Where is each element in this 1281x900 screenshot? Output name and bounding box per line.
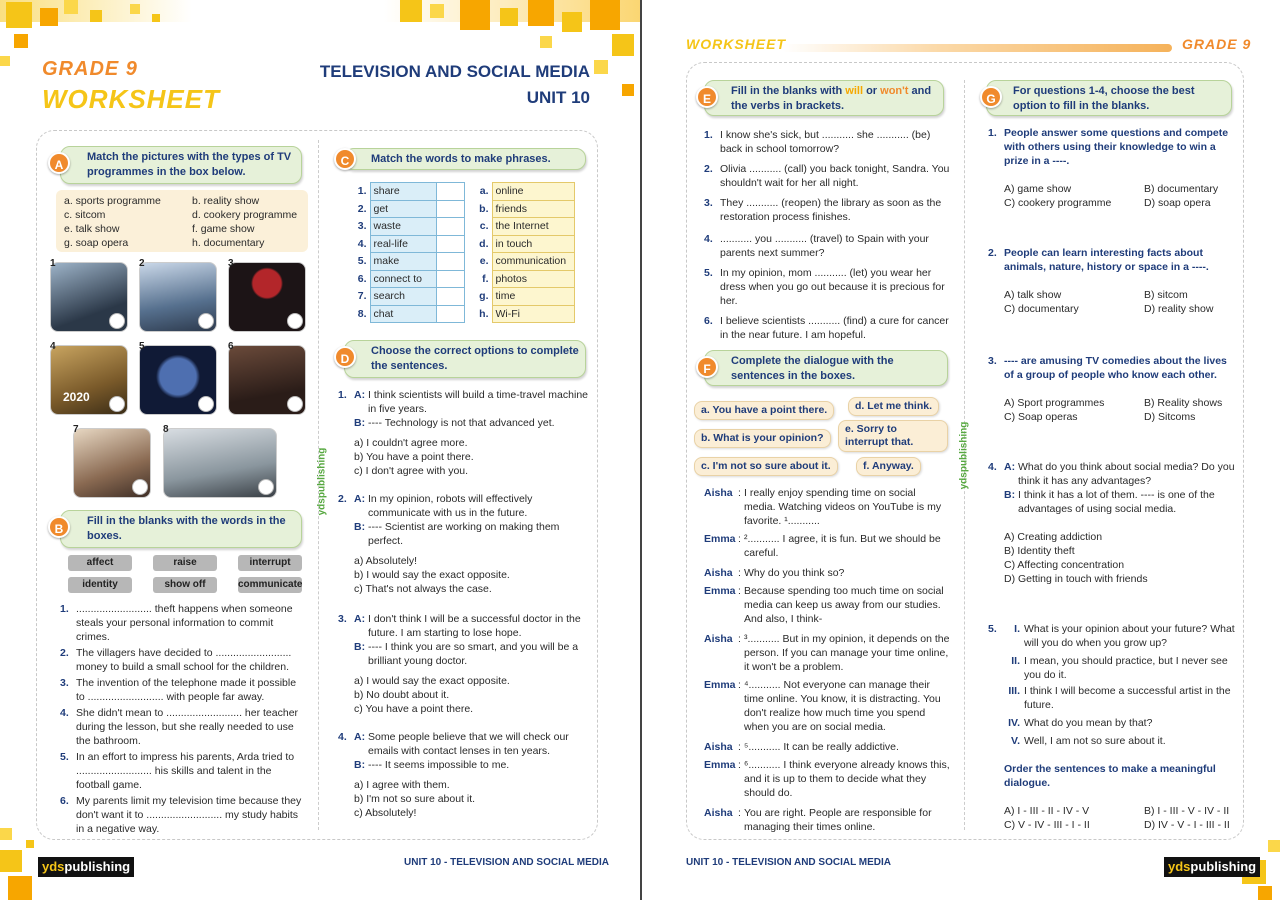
worksheet-label: WORKSHEET	[42, 84, 220, 114]
option: b) No doubt about it.	[354, 689, 450, 701]
title-part: and the verbs in brackets.	[731, 85, 932, 112]
question-text: ---- are amusing TV comedies about the lives of a group of people who know each other.	[1004, 355, 1227, 381]
answer-circle[interactable]	[132, 479, 148, 495]
phrase-row	[474, 253, 574, 271]
item-number: 6.	[704, 315, 713, 327]
roman-numeral: IV.	[1008, 717, 1020, 729]
question-b-text: ---- Technology is not that advanced yet.	[368, 417, 555, 429]
phrase-row	[474, 200, 574, 218]
colon: :	[738, 807, 741, 819]
item-number: 3.	[60, 677, 69, 689]
item-text: The invention of the telephone made it possible to .......................... with people far away.	[76, 677, 297, 703]
phrase-number: b.	[479, 202, 489, 215]
section-g-badge: G	[980, 86, 1002, 108]
phrase-word: share	[370, 183, 436, 201]
option: B) I - III - V - IV - II	[1144, 805, 1230, 817]
speaker-b: B:	[354, 521, 366, 533]
speaker-b: B:	[354, 759, 366, 771]
option: c) You have a point there.	[354, 703, 474, 715]
sentence: I mean, you should practice, but I never see you do it.	[1024, 655, 1228, 681]
option: A) I - III - II - IV - V	[1004, 805, 1090, 817]
publisher-logo	[38, 857, 134, 877]
instruction: Order the sentences to make a meaningful dialogue.	[1004, 763, 1216, 789]
option: B) Identity theft	[1004, 545, 1075, 557]
item-text: In my opinion, mom ........... (let) you wear her dress when you go out because it is precious for her.	[720, 267, 945, 307]
picture-5-number: 5	[139, 341, 145, 352]
phrase-number: 3.	[357, 220, 367, 233]
option: a) I agree with them.	[354, 779, 450, 791]
question-number: 3.	[338, 613, 347, 625]
vertical-brand: ydspublishing	[958, 421, 970, 490]
title-wont: won't	[880, 85, 909, 97]
phrase-word: chat	[370, 305, 436, 323]
section-e-title	[704, 80, 944, 116]
option-pill: e. Sorry to interrupt that.	[838, 420, 948, 452]
option: b) I would say the exact opposite.	[354, 569, 510, 581]
speaker: Aisha	[704, 741, 733, 753]
option: a) Absolutely!	[354, 555, 418, 567]
speaker-b: B:	[354, 641, 366, 653]
option-b: b. reality show	[192, 195, 260, 207]
question-a-text: Some people believe that we will check our emails with contact lenses in ten years.	[368, 731, 569, 757]
answer-circle[interactable]	[109, 313, 125, 329]
dialogue-text: ⁶........... I think everyone already knows this, and it is up to them to decide what they should do.	[744, 759, 950, 799]
speaker: Emma	[704, 679, 736, 691]
option-f: f. game show	[192, 223, 255, 235]
phrase-word: the Internet	[492, 218, 574, 236]
vertical-brand: ydspublishing	[316, 447, 328, 516]
option: D) Getting in touch with friends	[1004, 573, 1148, 585]
roman-numeral: II.	[1011, 655, 1020, 667]
answer-cell[interactable]	[436, 183, 464, 201]
item-text: Olivia ........... (call) you back tonight, Sandra. You shouldn't wait for her all night.	[720, 163, 950, 189]
colon: :	[738, 741, 741, 753]
answer-cell[interactable]	[436, 288, 464, 306]
section-f-badge: F	[696, 356, 718, 378]
phrase-row	[352, 183, 464, 201]
phrase-number: h.	[479, 307, 489, 320]
sentence: Well, I am not so sure about it.	[1024, 735, 1166, 747]
question-number: 4.	[988, 461, 997, 473]
phrase-word: time	[492, 288, 574, 306]
item-number: 4.	[60, 707, 69, 719]
item-number: 5.	[60, 751, 69, 763]
phrase-word: Wi-Fi	[492, 305, 574, 323]
speaker: Aisha	[704, 807, 733, 819]
publisher-logo	[1164, 857, 1260, 877]
unit-label: UNIT 10	[526, 88, 590, 107]
question-a-text: What do you think about social media? Do you think it has any advantages?	[1018, 461, 1235, 487]
word-identity: identity	[68, 577, 132, 593]
colon: :	[738, 585, 741, 597]
sentence: What do you mean by that?	[1024, 717, 1153, 729]
answer-cell[interactable]	[436, 270, 464, 288]
phrase-row	[474, 288, 574, 306]
option-e: e. talk show	[64, 223, 120, 235]
question-text: People can learn interesting facts about animals, nature, history or space in a ----.	[1004, 247, 1209, 273]
phrase-word: waste	[370, 218, 436, 236]
option: a) I would say the exact opposite.	[354, 675, 510, 687]
answer-circle[interactable]	[287, 313, 303, 329]
logo-part: yds	[1168, 859, 1191, 874]
speaker-a: A:	[1004, 461, 1016, 473]
section-a-badge: A	[48, 152, 70, 174]
option: A) Creating addiction	[1004, 531, 1103, 543]
phrase-number: d.	[479, 237, 489, 250]
option: B) documentary	[1144, 183, 1219, 195]
word-show-off: show off	[153, 577, 217, 593]
item-number: 2.	[704, 163, 713, 175]
phrase-number: 6.	[357, 272, 367, 285]
question-number: 4.	[338, 731, 347, 743]
option: a) I couldn't agree more.	[354, 437, 468, 449]
section-b-badge: B	[48, 516, 70, 538]
dialogue-text: ³........... But in my opinion, it depends on the person. If you can manage your time online, it won't be a problem.	[744, 633, 950, 673]
question-b-text: I think it has a lot of them. ---- is one of the advantages of using social media.	[1018, 489, 1215, 515]
phrase-row	[474, 235, 574, 253]
sentence: I think I will become a successful artist in the future.	[1024, 685, 1231, 711]
types-box	[56, 190, 308, 252]
question-a-text: I think scientists will build a time-travel machine in five years.	[368, 389, 588, 415]
answer-circle[interactable]	[258, 479, 274, 495]
phrase-number: 5.	[357, 255, 367, 268]
page-title: TELEVISION AND SOCIAL MEDIA	[319, 62, 590, 81]
answer-circle[interactable]	[198, 313, 214, 329]
option-pill: a. You have a point there.	[694, 401, 834, 420]
item-text: She didn't mean to .......................... her teacher during the lesson, but she really needed to use the bathroom.	[76, 707, 299, 747]
speaker: Aisha	[704, 633, 733, 645]
answer-cell[interactable]	[436, 235, 464, 253]
phrase-number: 8.	[357, 307, 367, 320]
phrase-row	[352, 200, 464, 218]
option: C) cookery programme	[1004, 197, 1112, 209]
picture-5	[139, 345, 217, 415]
option: D) IV - V - I - III - II	[1144, 819, 1230, 831]
question-number: 5.	[988, 623, 997, 635]
dialogue-text: ²........... I agree, it is fun. But we should be careful.	[744, 533, 941, 559]
question-number: 3.	[988, 355, 997, 367]
phrase-number: 7.	[357, 290, 367, 303]
answer-circle[interactable]	[287, 396, 303, 412]
logo-part: yds	[42, 859, 65, 874]
picture-4-number: 4	[50, 341, 56, 352]
phrase-word: online	[492, 183, 574, 201]
answer-circle[interactable]	[109, 396, 125, 412]
phrase-number: 1.	[357, 185, 367, 198]
dialogue-text: I really enjoy spending time on social media. Watching videos on YouTube is my favorite. ¹...........	[744, 487, 942, 527]
phrase-word: get	[370, 200, 436, 218]
phrase-number: e.	[479, 255, 489, 268]
phrase-row	[352, 235, 464, 253]
roman-numeral: III.	[1008, 685, 1020, 697]
option: C) documentary	[1004, 303, 1079, 315]
option-pill: c. I'm not so sure about it.	[694, 457, 838, 476]
item-text: I know she's sick, but ........... she ........... (be) back in school tomorrow?	[720, 129, 931, 155]
section-a-title: Match the pictures with the types of TV programmes in the box below.	[60, 146, 302, 184]
phrase-row	[474, 270, 574, 288]
section-c-title: Match the words to make phrases.	[344, 148, 586, 170]
picture-2	[139, 262, 217, 332]
question-text: People answer some questions and compete with others using their knowledge to win a prize in a ----.	[1004, 127, 1229, 167]
speaker: Emma	[704, 585, 736, 597]
colon: :	[738, 633, 741, 645]
section-d-title: Choose the correct options to complete the sentences.	[344, 340, 586, 378]
word-communicate: communicate	[238, 577, 302, 593]
answer-cell[interactable]	[436, 200, 464, 218]
option: A) game show	[1004, 183, 1072, 195]
answer-cell[interactable]	[436, 218, 464, 236]
section-g-title: For questions 1-4, choose the best option to fill in the blanks.	[986, 80, 1232, 116]
phrase-number: g.	[479, 290, 489, 303]
option-pill: f. Anyway.	[856, 457, 921, 476]
option-h: h. documentary	[192, 237, 265, 249]
option: D) reality show	[1144, 303, 1214, 315]
item-text: .......................... theft happens when someone steals your personal information to commit crimes.	[76, 603, 293, 643]
item-text: The villagers have decided to .......................... money to build a small school for the children.	[76, 647, 292, 673]
answer-cell[interactable]	[436, 253, 464, 271]
phrase-word: in touch	[492, 235, 574, 253]
option-pill: d. Let me think.	[848, 397, 939, 416]
speaker: Aisha	[704, 487, 733, 499]
section-b-title: Fill in the blanks with the words in the boxes.	[60, 510, 302, 548]
right-page	[642, 0, 1281, 900]
item-number: 2.	[60, 647, 69, 659]
option: B) Reality shows	[1144, 397, 1223, 409]
item-number: 1.	[704, 129, 713, 141]
phrase-word: connect to	[370, 270, 436, 288]
grade-label: GRADE 9	[1182, 36, 1252, 52]
phrase-row	[474, 305, 574, 323]
option: A) Sport programmes	[1004, 397, 1105, 409]
title-part: Fill in the blanks with	[731, 85, 846, 97]
footer-text: UNIT 10 - TELEVISION AND SOCIAL MEDIA	[404, 857, 610, 868]
speaker: Aisha	[704, 567, 733, 579]
roman-numeral: I.	[1014, 623, 1020, 635]
picture-3-number: 3	[228, 258, 234, 269]
option: A) talk show	[1004, 289, 1062, 301]
picture-4	[50, 345, 128, 415]
logo-part: publishing	[64, 859, 131, 874]
option: D) Sitcoms	[1144, 411, 1196, 423]
phrase-row	[352, 270, 464, 288]
word-raise: raise	[153, 555, 217, 571]
phrase-number: c.	[479, 220, 489, 233]
question-b-text: ---- It seems impossible to me.	[368, 759, 510, 771]
question-b-text: ---- I think you are so smart, and you will be a brilliant young doctor.	[368, 641, 579, 667]
phrase-row	[474, 218, 574, 236]
option: b) I'm not so sure about it.	[354, 793, 476, 805]
picture-2-number: 2	[139, 258, 145, 269]
colon: :	[738, 533, 741, 545]
picture-6-number: 6	[228, 341, 234, 352]
phrase-number: a.	[479, 185, 489, 198]
picture-8-number: 8	[163, 424, 169, 435]
worksheet-label: WORKSHEET	[686, 36, 786, 52]
question-number: 2.	[338, 493, 347, 505]
section-f-title: Complete the dialogue with the sentences in the boxes.	[704, 350, 948, 386]
speaker-a: A:	[354, 731, 366, 743]
dialogue-text: Because spending too much time on social media can keep us away from our studies. And also, I think-	[744, 585, 944, 625]
colon: :	[738, 567, 741, 579]
section-c-badge: C	[334, 148, 356, 170]
title-part: or	[863, 85, 881, 97]
item-number: 3.	[704, 197, 713, 209]
item-number: 1.	[60, 603, 69, 615]
phrase-left-table	[352, 182, 465, 323]
footer-text: UNIT 10 - TELEVISION AND SOCIAL MEDIA	[686, 857, 892, 868]
phrase-word: real-life	[370, 235, 436, 253]
picture-3	[228, 262, 306, 332]
option: b) You have a point there.	[354, 451, 474, 463]
phrase-word: make	[370, 253, 436, 271]
speaker: Emma	[704, 759, 736, 771]
phrase-number: 4.	[357, 237, 367, 250]
colon: :	[738, 487, 741, 499]
speaker: Emma	[704, 533, 736, 545]
phrase-word: search	[370, 288, 436, 306]
option: c) I don't agree with you.	[354, 465, 469, 477]
item-number: 5.	[704, 267, 713, 279]
speaker-a: A:	[354, 389, 366, 401]
phrase-word: friends	[492, 200, 574, 218]
colon: :	[738, 679, 741, 691]
picture-8	[163, 428, 277, 498]
phrase-word: photos	[492, 270, 574, 288]
question-number: 1.	[988, 127, 997, 139]
section-e-badge: E	[696, 86, 718, 108]
answer-cell[interactable]	[436, 305, 464, 323]
option-d: d. cookery programme	[192, 209, 298, 221]
item-number: 6.	[60, 795, 69, 807]
sentence: What is your opinion about your future? What will you do when you grow up?	[1024, 623, 1235, 649]
question-a-text: I don't think I will be a successful doctor in the future. I am starting to lose hope.	[368, 613, 581, 639]
speaker-a: A:	[354, 613, 366, 625]
answer-circle[interactable]	[198, 396, 214, 412]
option-pill: b. What is your opinion?	[694, 429, 831, 448]
question-number: 2.	[988, 247, 997, 259]
dialogue-text: You are right. People are responsible for managing their times online.	[744, 807, 932, 833]
dialogue-text: ⁴........... Not everyone can manage their time online. You know, it is distracting. You don't realize how much time you spend when you are on social media.	[744, 679, 941, 733]
option: C) V - IV - III - I - II	[1004, 819, 1090, 831]
option: C) Soap operas	[1004, 411, 1078, 423]
phrase-word: communication	[492, 253, 574, 271]
phrase-row	[352, 288, 464, 306]
item-number: 4.	[704, 233, 713, 245]
option-c: c. sitcom	[64, 209, 106, 221]
picture-6	[228, 345, 306, 415]
section-d-badge: D	[334, 346, 356, 368]
question-a-text: In my opinion, robots will effectively communicate with us in the future.	[368, 493, 533, 519]
left-page	[0, 0, 640, 900]
picture-7	[73, 428, 151, 498]
word-interrupt: interrupt	[238, 555, 302, 571]
question-b-text: ---- Scientist are working on making them perfect.	[368, 521, 560, 547]
item-text: I believe scientists ........... (find) a cure for cancer in the near future. I am hopeful.	[720, 315, 949, 341]
picture-1	[50, 262, 128, 332]
option: c) That's not always the case.	[354, 583, 492, 595]
phrase-row	[474, 183, 574, 201]
roman-numeral: V.	[1011, 735, 1020, 747]
title-will: will	[845, 85, 864, 97]
word-affect: affect	[68, 555, 132, 571]
option: B) sitcom	[1144, 289, 1188, 301]
phrase-right-table	[474, 182, 575, 323]
phrase-number: 2.	[357, 202, 367, 215]
picture-7-number: 7	[73, 424, 79, 435]
dialogue-text: Why do you think so?	[744, 567, 845, 579]
item-text: They ........... (reopen) the library as soon as the restoration process finishes.	[720, 197, 942, 223]
logo-part: publishing	[1190, 859, 1257, 874]
item-text: My parents limit my television time because they don't want it to .......................... my study habits in a negative way.	[76, 795, 302, 835]
option-a: a. sports programme	[64, 195, 161, 207]
item-text: ........... you ........... (travel) to Spain with your parents next summer?	[720, 233, 929, 259]
phrase-number: f.	[482, 272, 489, 285]
grade-label: GRADE 9	[42, 58, 138, 80]
phrase-row	[352, 253, 464, 271]
speaker-b: B:	[1004, 489, 1016, 501]
phrase-row	[352, 218, 464, 236]
speaker-a: A:	[354, 493, 366, 505]
option: C) Affecting concentration	[1004, 559, 1125, 571]
question-number: 1.	[338, 389, 347, 401]
option-g: g. soap opera	[64, 237, 129, 249]
option: D) soap opera	[1144, 197, 1211, 209]
colon: :	[738, 759, 741, 771]
option: c) Absolutely!	[354, 807, 417, 819]
picture-4-text: 2020	[63, 390, 90, 404]
picture-1-number: 1	[50, 258, 56, 269]
dialogue-text: ⁵........... It can be really addictive.	[744, 741, 899, 753]
speaker-b: B:	[354, 417, 366, 429]
phrase-row	[352, 305, 464, 323]
item-text: In an effort to impress his parents, Arda tried to .......................... his skills and talent in the football game.	[76, 751, 295, 791]
